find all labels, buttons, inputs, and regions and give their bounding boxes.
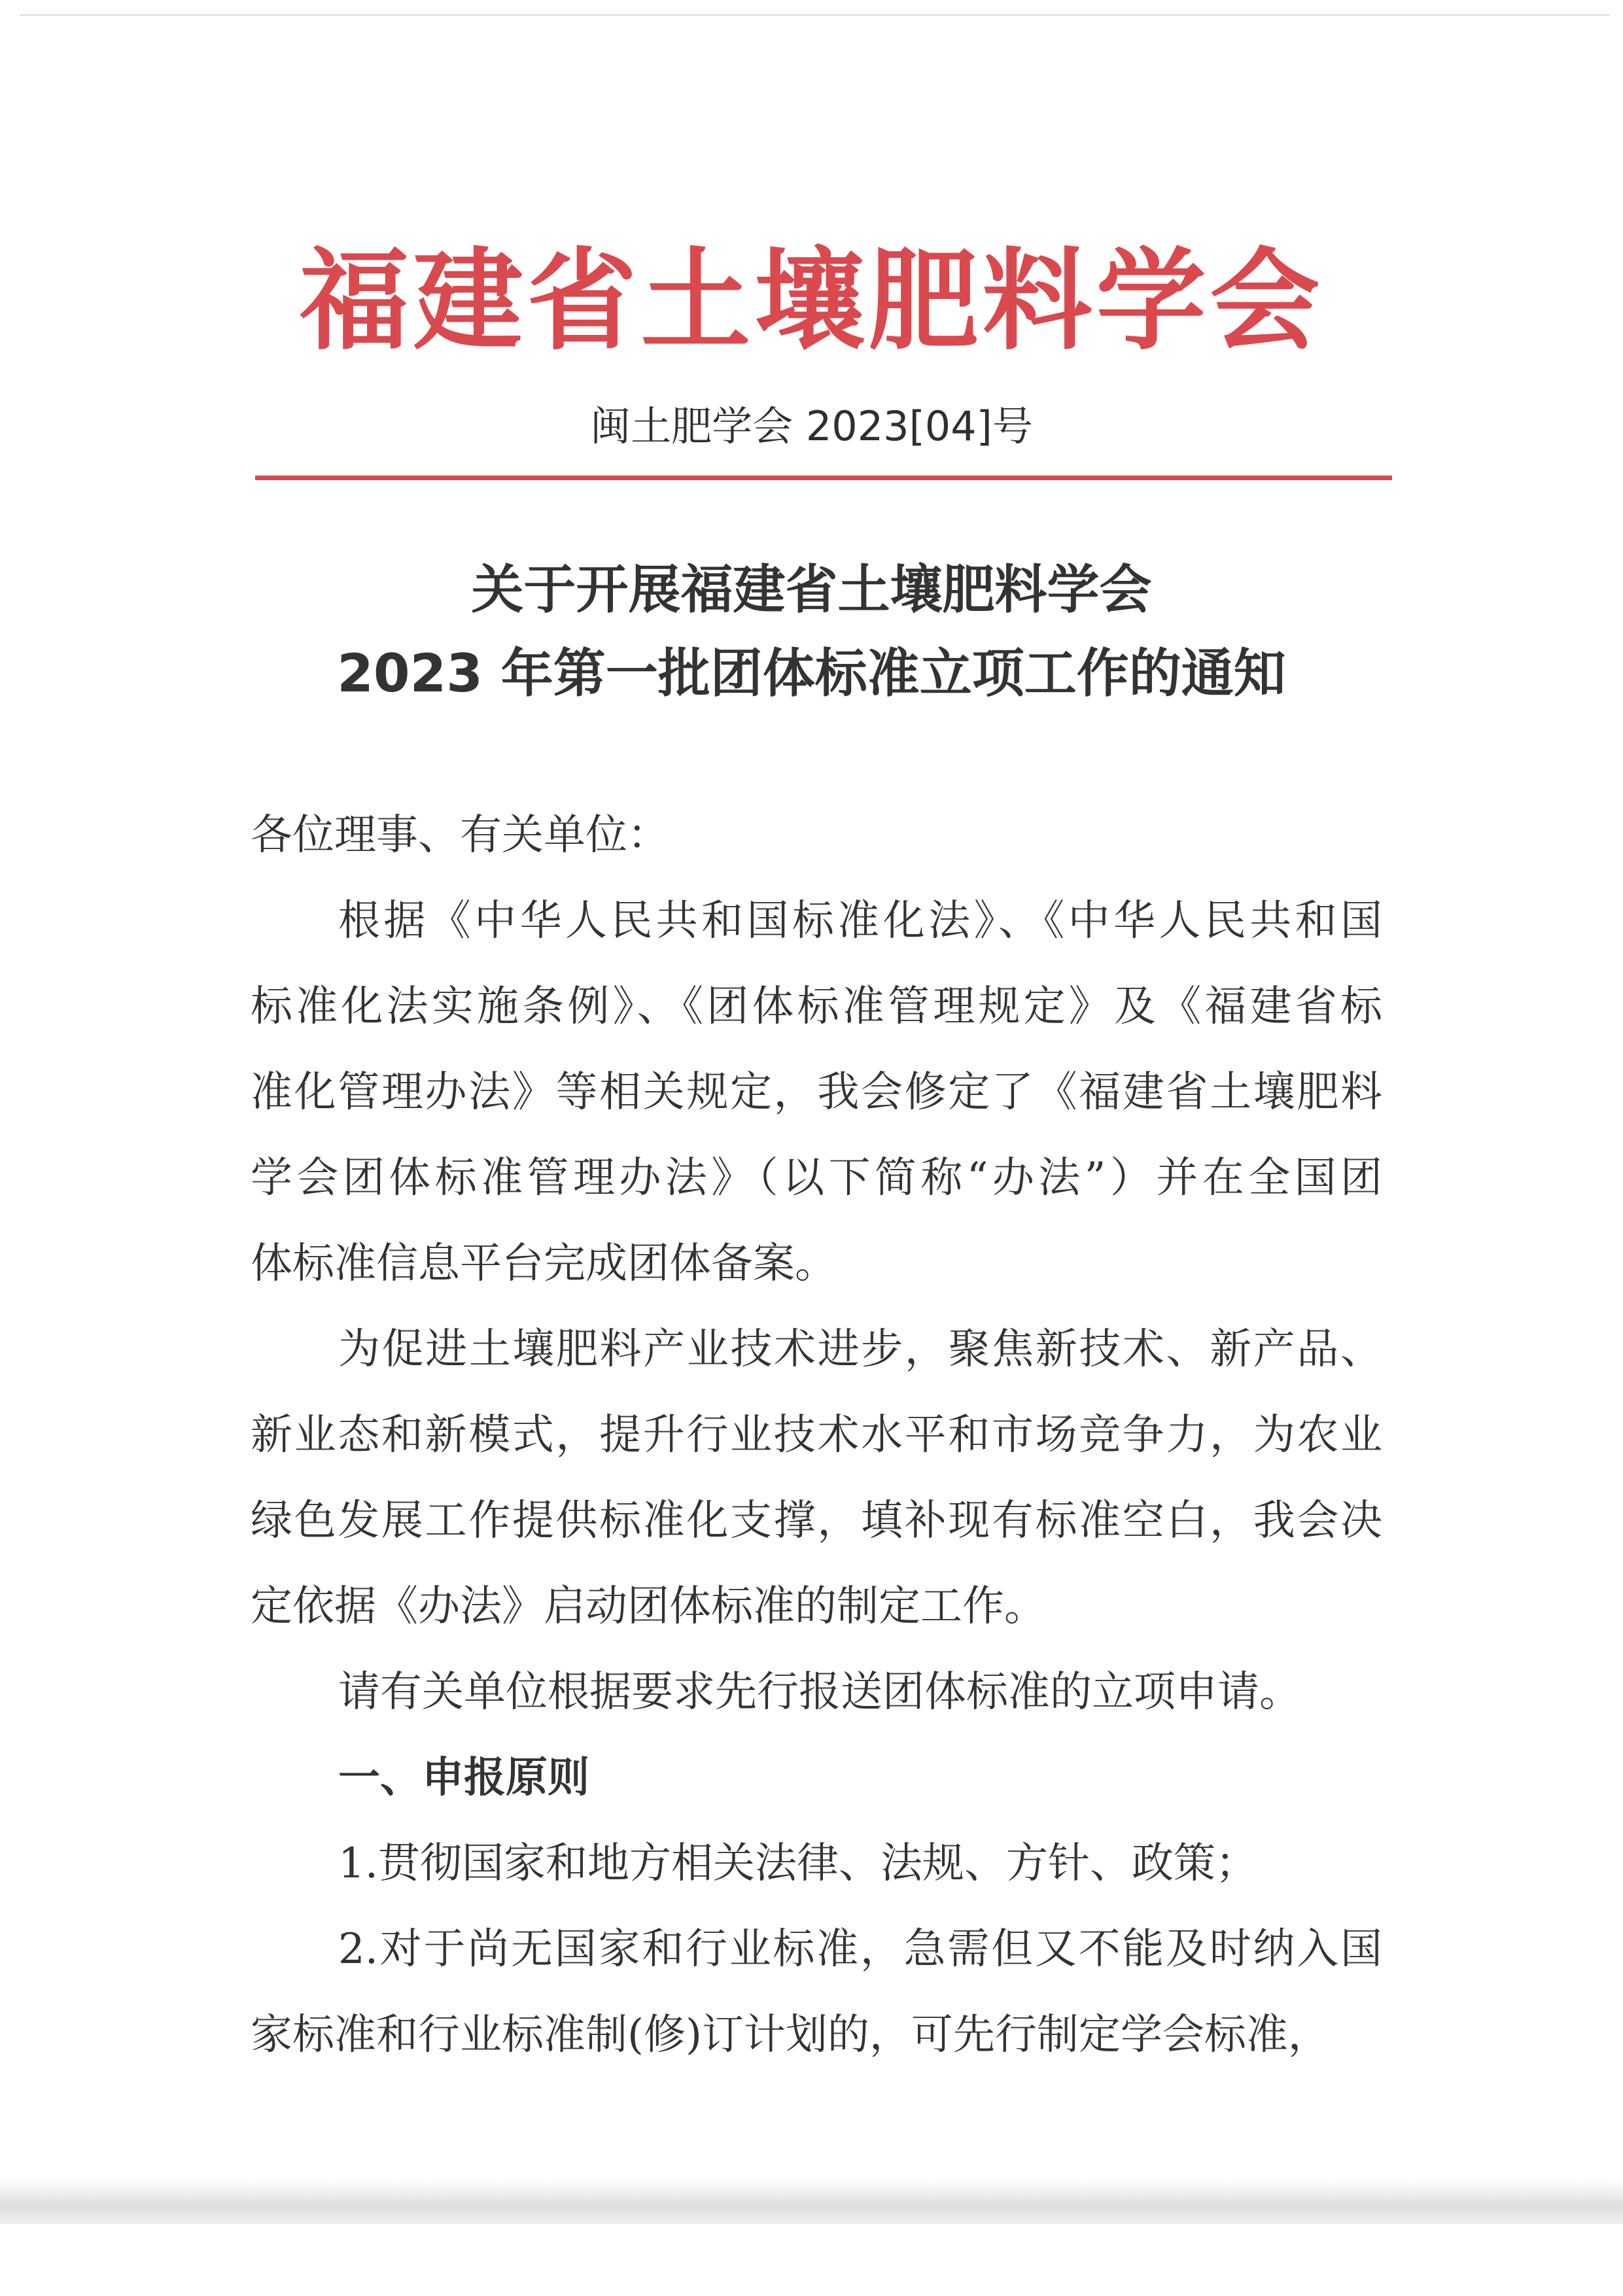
item-1: 1.贯彻国家和地方相关法律、法规、方针、政策；	[338, 1839, 1258, 1888]
paragraph-1-line: 体标准信息平台完成团体备案。	[251, 1240, 837, 1288]
red-header-rule	[255, 476, 1392, 480]
scan-edge-line	[20, 14, 1610, 16]
section-1-heading: 一、申报原则	[338, 1754, 589, 1802]
notice-title	[0, 548, 1623, 716]
paragraph-3: 请有关单位根据要求先行报送团体标准的立项申请。	[338, 1668, 1301, 1716]
notice-body	[251, 793, 1382, 2078]
paragraph-1-line: 学会团体标准管理办法》（以下简称“办法”）并在全国团	[251, 1154, 1382, 1202]
scan-shadow-band	[0, 2178, 1623, 2224]
paragraph-1-line: 准化管理办法》等相关规定，我会修定了《福建省土壤肥料	[251, 1068, 1382, 1117]
paragraph-1-line: 标准化法实施条例》、《团体标准管理规定》及《福建省标	[251, 983, 1382, 1031]
notice-title-line-1: 关于开展福建省土壤肥料学会	[471, 559, 1152, 620]
paragraph-1-line: 根据《中华人民共和国标准化法》、《中华人民共和国	[338, 897, 1382, 945]
salutation: 各位理事、有关单位：	[251, 811, 669, 860]
paragraph-2-line: 绿色发展工作提供标准化支撑，填补现有标准空白，我会决	[251, 1497, 1382, 1545]
item-2-line: 家标准和行业标准制(修)订计划的，可先行制定学会标准，	[251, 2011, 1330, 2059]
organization-name: 福建省土壤肥料学会	[299, 237, 1324, 365]
paragraph-2-line: 新业态和新模式，提升行业技术水平和市场竞争力，为农业	[251, 1411, 1382, 1459]
item-2-line: 2.对于尚无国家和行业标准，急需但又不能及时纳入国	[338, 1925, 1382, 1974]
notice-title-line-2: 2023 年第一批团体标准立项工作的通知	[337, 643, 1286, 704]
paragraph-2-line: 定依据《办法》启动团体标准的制定工作。	[251, 1582, 1046, 1631]
document-number: 闽土肥学会 2023[04]号	[590, 402, 1033, 450]
paragraph-2-line: 为促进土壤肥料产业技术进步，聚焦新技术、新产品、	[338, 1325, 1382, 1374]
